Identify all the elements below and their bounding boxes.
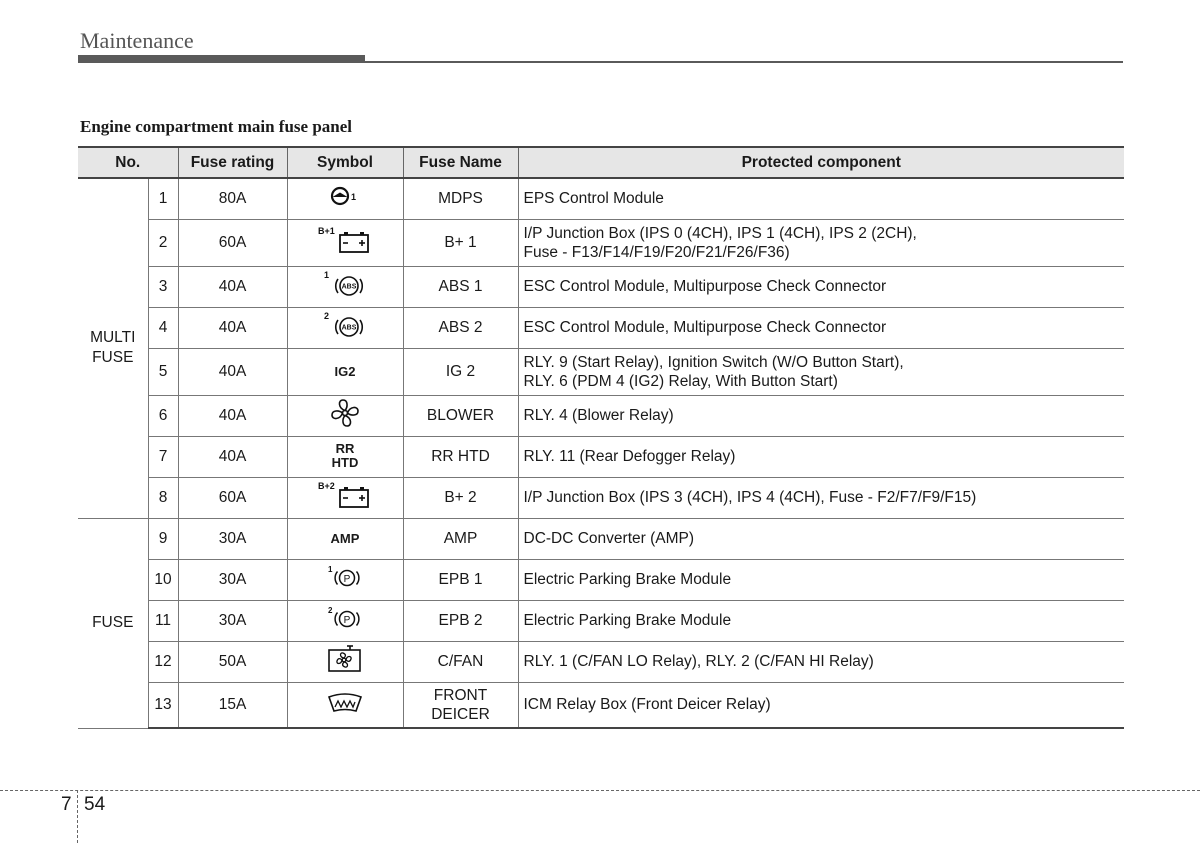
symbol-text-rr-htd: RR HTD [331, 440, 359, 470]
table-row [78, 348, 1124, 395]
fan-icon [329, 397, 361, 429]
fuse-rating: 30A [178, 600, 287, 641]
fuse-number: 2 [148, 219, 178, 266]
fuse-number: 8 [148, 477, 178, 518]
fuse-rating: 60A [178, 477, 287, 518]
column-header-symbol: Symbol [287, 147, 403, 178]
svg-text:P: P [343, 615, 351, 626]
fuse-rating: 30A [178, 518, 287, 559]
table-row [78, 307, 1124, 348]
fuse-name: B+ 1 [403, 219, 518, 266]
group-label-fuse: FUSE [78, 518, 148, 728]
fuse-number: 11 [148, 600, 178, 641]
parking-brake-icon [325, 604, 365, 632]
protected-component: I/P Junction Box (IPS 0 (4CH), IPS 1 (4CH), IPS 2 (2CH), Fuse - F13/F14/F19/F20/F21/F26/F36) [518, 219, 1124, 266]
column-header-fuse-rating: Fuse rating [178, 147, 287, 178]
svg-text:P: P [343, 574, 351, 585]
symbol-text-ig2: IG2 [334, 364, 356, 379]
table-row [78, 518, 1124, 559]
protected-component: ESC Control Module, Multipurpose Check Connector [518, 307, 1124, 348]
fuse-name: B+ 2 [403, 477, 518, 518]
table-row [78, 266, 1124, 307]
fuse-name: ABS 2 [403, 307, 518, 348]
protected-component: Electric Parking Brake Module [518, 559, 1124, 600]
protected-component: RLY. 1 (C/FAN LO Relay), RLY. 2 (C/FAN HI Relay) [518, 641, 1124, 682]
protected-component: Electric Parking Brake Module [518, 600, 1124, 641]
page-header-title: Maintenance [80, 28, 194, 53]
fuse-rating: 15A [178, 682, 287, 728]
fuse-number: 7 [148, 436, 178, 477]
fuse-symbol [287, 266, 403, 307]
fuse-name: MDPS [403, 178, 518, 219]
fuse-symbol [287, 436, 403, 477]
column-header-protected-component: Protected component [518, 147, 1124, 178]
table-row [78, 559, 1124, 600]
parking-brake-icon [325, 563, 365, 591]
fuse-symbol [287, 219, 403, 266]
table-row [78, 477, 1124, 518]
fuse-name: AMP [403, 518, 518, 559]
section-title: Engine compartment main fuse panel [80, 117, 352, 136]
steering-wheel-icon [325, 184, 365, 208]
fuse-name: ABS 1 [403, 266, 518, 307]
table-row [78, 395, 1124, 436]
svg-text:ABS: ABS [341, 324, 357, 332]
fuse-symbol [287, 682, 403, 728]
protected-component: RLY. 9 (Start Relay), Ignition Switch (W/O Button Start), RLY. 6 (PDM 4 (IG2) Relay, With Button Start) [518, 348, 1124, 395]
windshield-deicer-icon [325, 690, 365, 714]
fuse-symbol [287, 518, 403, 559]
fuse-symbol [287, 307, 403, 348]
fuse-number: 9 [148, 518, 178, 559]
svg-text:B+1: B+1 [318, 226, 335, 236]
cooling-fan-icon [325, 644, 365, 674]
fuse-name: C/FAN [403, 641, 518, 682]
table-row [78, 600, 1124, 641]
fuse-rating: 80A [178, 178, 287, 219]
footer-dashed-rule [0, 790, 1200, 791]
fuse-number: 10 [148, 559, 178, 600]
fuse-symbol [287, 395, 403, 436]
table-header-row [78, 147, 1124, 178]
fuse-symbol [287, 641, 403, 682]
fuse-number: 3 [148, 266, 178, 307]
fuse-rating: 30A [178, 559, 287, 600]
fuse-number: 13 [148, 682, 178, 728]
protected-component: I/P Junction Box (IPS 3 (4CH), IPS 4 (4CH), Fuse - F2/F7/F9/F15) [518, 477, 1124, 518]
column-header-no: No. [78, 147, 178, 178]
protected-component: RLY. 11 (Rear Defogger Relay) [518, 436, 1124, 477]
fuse-symbol [287, 600, 403, 641]
fuse-symbol [287, 559, 403, 600]
fuse-rating: 40A [178, 307, 287, 348]
fuse-symbol [287, 178, 403, 219]
svg-text:2: 2 [324, 311, 330, 321]
fuse-rating: 60A [178, 219, 287, 266]
fuse-name: FRONT DEICER [403, 682, 518, 728]
fuse-number: 5 [148, 348, 178, 395]
battery-icon [317, 225, 373, 255]
fuse-rating: 50A [178, 641, 287, 682]
fuse-number: 6 [148, 395, 178, 436]
fuse-name: IG 2 [403, 348, 518, 395]
fuse-table [78, 146, 1124, 729]
fuse-name: RR HTD [403, 436, 518, 477]
svg-text:2: 2 [328, 606, 333, 615]
abs-icon [322, 310, 368, 340]
group-label-multi-fuse: MULTI FUSE [78, 178, 148, 518]
fuse-number: 12 [148, 641, 178, 682]
table-row [78, 641, 1124, 682]
header-rule-thick [78, 55, 365, 63]
fuse-name: BLOWER [403, 395, 518, 436]
svg-text:1: 1 [324, 270, 330, 280]
svg-text:ABS: ABS [341, 283, 357, 291]
protected-component: EPS Control Module [518, 178, 1124, 219]
svg-text:B+2: B+2 [318, 481, 335, 491]
column-header-fuse-name: Fuse Name [403, 147, 518, 178]
table-row [78, 436, 1124, 477]
svg-text:1: 1 [328, 565, 333, 574]
svg-text:1: 1 [351, 192, 357, 203]
fuse-symbol [287, 477, 403, 518]
fuse-number: 1 [148, 178, 178, 219]
footer-dashed-divider [77, 790, 78, 843]
fuse-rating: 40A [178, 436, 287, 477]
header-rule-thin [365, 61, 1123, 63]
protected-component: DC-DC Converter (AMP) [518, 518, 1124, 559]
protected-component: ESC Control Module, Multipurpose Check Connector [518, 266, 1124, 307]
fuse-rating: 40A [178, 266, 287, 307]
page-number: 54 [84, 794, 106, 815]
table-row [78, 178, 1124, 219]
fuse-symbol [287, 348, 403, 395]
symbol-text-amp: AMP [330, 531, 360, 546]
fuse-name: EPB 2 [403, 600, 518, 641]
table-row [78, 682, 1124, 728]
battery-icon [317, 480, 373, 510]
fuse-number: 4 [148, 307, 178, 348]
abs-icon [322, 269, 368, 299]
chapter-number: 7 [61, 794, 72, 815]
fuse-rating: 40A [178, 395, 287, 436]
table-row [78, 219, 1124, 266]
protected-component: RLY. 4 (Blower Relay) [518, 395, 1124, 436]
protected-component: ICM Relay Box (Front Deicer Relay) [518, 682, 1124, 728]
fuse-name: EPB 1 [403, 559, 518, 600]
fuse-rating: 40A [178, 348, 287, 395]
